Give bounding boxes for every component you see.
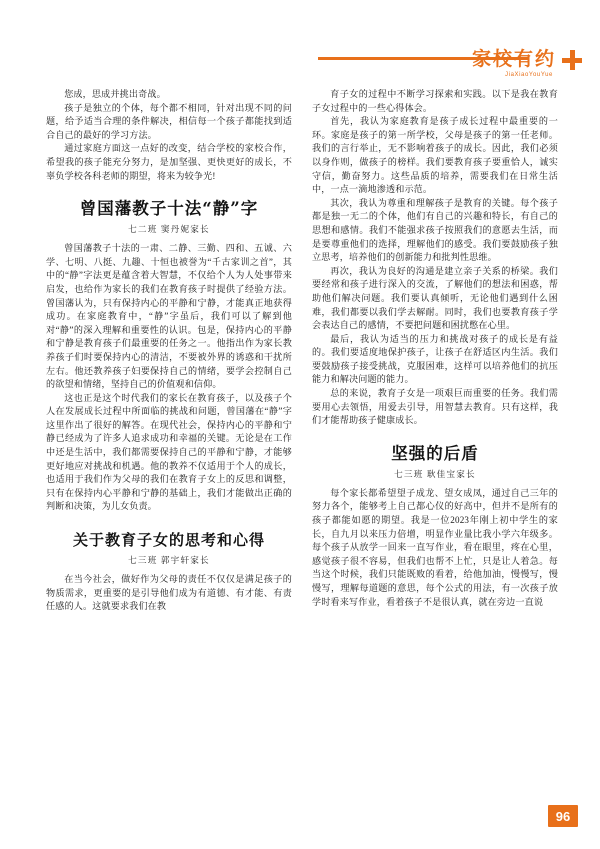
page-header [0,0,600,84]
article-byline: 七三班 郭宇轩家长 [128,555,210,566]
paragraph: 其次，我认为尊重和理解孩子是教育的关键。每个孩子都是独一无二的个体，他们有自己的兴趣和特长，有自己的思想和感情。我们不能强求孩子按照我们的意愿去生活，而是要尊重他们的选择，理解他们的感受。我们要鼓励孩子独立思考，培养他们的创新能力和批判性思维。 [312,197,558,263]
paragraph: 每个家长都希望望子成龙、望女成凤，通过自己三年的努力各个，能够考上自己都心仪的好高中，但并不是所有的孩子都能如愿的期望。我是一位2023年刚上初中学生的家长，自九月以来压力倍增，明显作业量比我小学六年级多。每个孩子从放学一回来一直写作业，看在眼里，疼在心里，感觉孩子很不容易，但我们也帮不上忙，只是让人着急。每当这个时候，我们只能既败的看着，给他加油，慢慢写，慢慢写，理解每道题的意思，每个公式的用法，有一次孩子放学时看来写作业，看着孩子不是很认真，就在旁边一直说 [312,487,558,607]
page-number: 96 [548,805,578,827]
paragraph: 育子女的过程中不断学习探索和实践。以下是我在教育子女过程中的一些心得体会。 [312,89,558,113]
header-subtitle: JiaXiaoYouYue [505,72,553,78]
header-title: 家校有约 [471,48,556,70]
article-title: 关于教育子女的思考和心得 [72,531,265,550]
article-title: 曾国藩教子十法“静”字 [79,199,259,219]
paragraph: 首先，我认为家庭教育是孩子成长过程中最重要的一环。家庭是孩子的第一所学校，父母是孩子的第一任老师。我们的言行举止，无不影响着孩子的成长。因此，我们必须以身作则，做孩子的榜样。我们要教育孩子要重恰人，诚实守信，勤奋努力。这些品质的培养，需要我们在日常生活中，一点一滴地渗透和示范。 [312,116,558,195]
paragraph: 这也正是这个时代我们的家长在教育孩子，以及孩子个人在发展成长过程中所面临的挑战和问题，曾国藩在“静”字这里作出了很好的解答。在现代社会，保持内心的平静和宁静已经成为了许多人追求成功和幸福的关键。无论是在工作中还是生活中，我们都需要保持自己的平静和宁静，才能够更好地应对挑战和机遇。他的教养不仅适用于个人的成长，也适用于我们作为父母的我们在教育子女上的反思和调整，只有在保持内心平静和宁静的基础上，我们才能做出正确的判断和决策，为儿女负责。 [46,392,292,512]
paragraph: 您成，思成并挑出奇战。 [64,89,166,99]
page-body [0,88,600,828]
paragraph: 在当今社会，做好作为父母的责任不仅仅是满足孩子的物质需求，更重要的是引导他们成为有道德、有才能、有责任感的人。这就要求我们在教 [46,574,292,612]
column-right [312,88,558,818]
column-left [46,88,292,818]
paragraph: 总的来说，教育子女是一项艰巨而重要的任务。我们需要用心去领悟，用爱去引导，用智慧去教育。只有这样，我们才能帮助孩子健康成长。 [312,388,558,426]
paragraph: 最后，我认为适当的压力和挑战对孩子的成长是有益的。我们要适度地保护孩子，让孩子在舒适区内生活。我们要鼓励孩子接受挑战，克服困难，这样可以培养他们的抗压能力和解决问题的能力。 [312,333,558,385]
paragraph: 通过家庭方面这一点好的改变，结合学校的家校合作，希望我的孩子能充分努力，是加坚强、更快更好的成长，不辜负学校各科老师的期望，将来为较争光! [46,143,292,181]
paragraph: 孩子是独立的个体，每个都不相同，针对出现不同的问题，给予适当合理的条件解决，相信每一个孩子都能找到适合自己的最好的学习方法。 [46,102,292,140]
article-title: 坚强的后盾 [391,443,479,463]
paragraph: 曾国藩教子十法的一肃、二静、三勤、四和、五诚、六学、七明、八挺、九趣、十恒也被誉为“千古家训之首”，其中的“静”字法更是蕴含着大智慧，不仅给个人为人处事带来启发，也给作为家长的我们在教育孩子时提供了经验方法。曾国藩认为，只有保持内心的平静和宁静，才能真正地获得成功。在家庭教育中，“静”字虽后，我们可以了解到他对“静”的深入理解和重要性的认识。包是，保持内心的平静和宁静是教育孩子们最重要的任务之一。他指出作为家长教养孩子们时要保持内心的清洁，不要被外界的诱惑和干扰所左右。他还教养孩子妇要保持自己的情绪，要学会控制自己的欲望和情绪，坚持自己的价值观和信仰。 [46,243,292,390]
paragraph: 再次，我认为良好的沟通是建立亲子关系的桥梁。我们要经常和孩子进行深入的交流，了解他们的想法和困惑，帮助他们解决问题。我们要认真倾听，无论他们遇到什么困难，我们都要以我们学去解耐。同时，我们也要教育孩子学会表达自己的感情，不要把问题和困扰憋在心里。 [312,265,558,331]
article-byline: 七二班 窦丹妮家长 [128,224,210,235]
article-byline: 七三班 耿佳宝家长 [394,468,476,479]
plus-cross-icon [562,50,582,70]
